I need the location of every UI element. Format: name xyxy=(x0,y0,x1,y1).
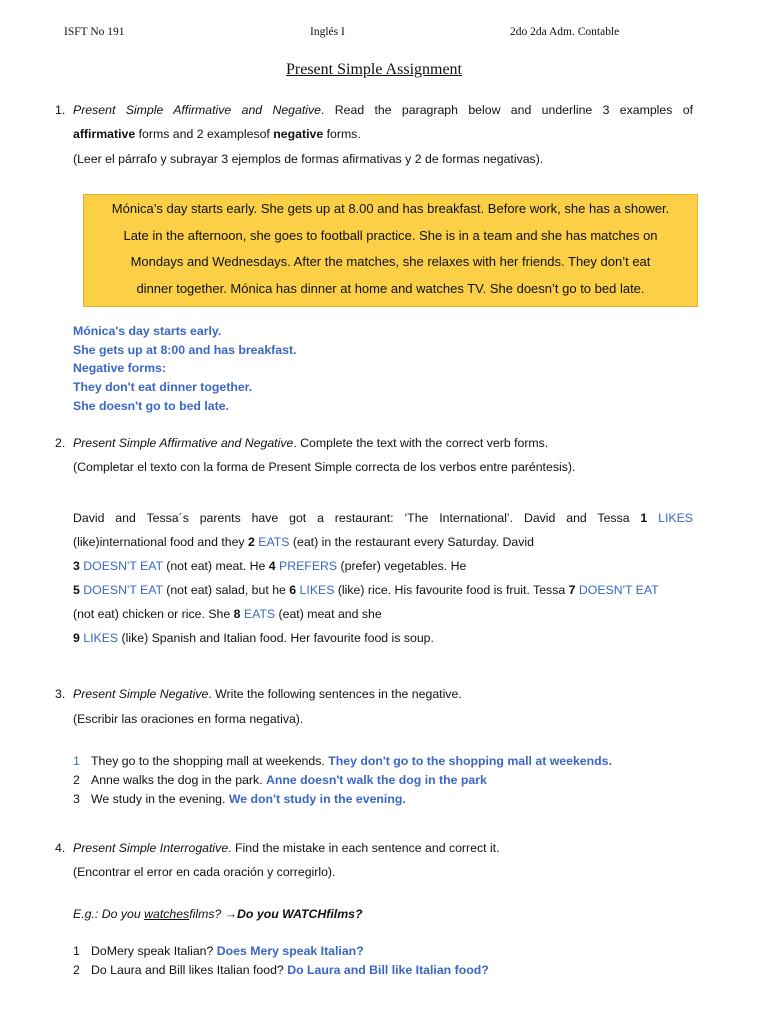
ex4-example xyxy=(73,907,363,921)
ex2-text-line xyxy=(73,631,434,645)
arrow-icon: → xyxy=(224,907,238,921)
ex4-instruction xyxy=(73,841,500,855)
blank-number: 9 xyxy=(73,631,80,645)
item-number: 1 xyxy=(73,754,80,768)
ex2-text: (like)international food and they xyxy=(73,535,248,549)
ex1-instr-a: . Read the paragraph below and underline 3 examples of xyxy=(321,103,693,117)
item-number: 3 xyxy=(73,792,80,806)
ex1-instruction-2 xyxy=(73,127,361,141)
ex2-text-line xyxy=(73,535,534,549)
ex1-title: Present Simple Affirmative and Negative xyxy=(73,103,321,117)
blank-answer: LIKES xyxy=(296,583,335,597)
blank-answer: DOESN'T EAT xyxy=(79,583,163,597)
example-text: E.g.: Do you xyxy=(73,907,145,921)
ex2-spanish: (Completar el texto con la forma de Present Simple correcta de los verbos entre paréntesis). xyxy=(73,460,576,474)
item-answer: Does Mery speak Italian? xyxy=(216,944,364,958)
ex1-instr-c: forms. xyxy=(323,127,361,141)
ex2-text: (prefer) vegetables. He xyxy=(337,559,467,573)
example-mistake: watches xyxy=(144,907,190,921)
header-school: ISFT No 191 xyxy=(64,26,125,38)
ex1-negative: negative xyxy=(273,127,324,141)
ex2-text-line xyxy=(73,607,382,621)
ex2-text: (like) Spanish and Italian food. Her favourite food is soup. xyxy=(118,631,434,645)
ex2-text: (not eat) meat. He xyxy=(162,559,269,573)
page-title: Present Simple Assignment xyxy=(286,61,462,78)
item-number: 2 xyxy=(73,963,80,977)
item-question: Anne walks the dog in the park. xyxy=(91,773,266,787)
item-question: They go to the shopping mall at weekends. xyxy=(91,754,329,768)
example-text: films? xyxy=(189,907,225,921)
ex2-title: Present Simple Affirmative and Negative xyxy=(73,436,294,450)
item-question: DoMery speak Italian? xyxy=(91,944,217,958)
ex1-affirmative: affirmative xyxy=(73,127,136,141)
ex1-answer: They don't eat dinner together. xyxy=(73,380,253,394)
header-course: 2do 2da Adm. Contable xyxy=(510,26,620,38)
ex1-number: 1. xyxy=(55,103,66,117)
item-question: We study in the evening. xyxy=(91,792,229,806)
item-answer: Do Laura and Bill like Italian food? xyxy=(287,963,489,977)
blank-number: 2 xyxy=(248,535,255,549)
ex4-number: 4. xyxy=(55,841,66,855)
ex2-text: (eat) meat and she xyxy=(275,607,382,621)
ex4-title: Present Simple Interrogative xyxy=(73,841,229,855)
passage-line: dinner together. Mónica has dinner at home and watches TV. She doesn’t go to bed late. xyxy=(136,280,645,296)
ex3-item xyxy=(73,773,487,787)
blank-number: 5 xyxy=(73,583,80,597)
ex3-spanish: (Escribir las oraciones en forma negativa). xyxy=(73,712,304,726)
header-subject: Inglés I xyxy=(310,26,345,38)
ex3-item xyxy=(73,792,406,806)
blank-answer: DOESN'T EAT xyxy=(575,583,659,597)
passage-line: Mondays and Wednesdays. After the matches, she relaxes with her friends. They don’t eat xyxy=(130,254,651,269)
blank-number: 3 xyxy=(73,559,80,573)
ex4-item xyxy=(73,963,489,977)
ex3-instruction xyxy=(73,687,462,701)
blank-answer: LIKES xyxy=(647,511,693,525)
item-number: 1 xyxy=(73,944,80,958)
ex1-answer: She gets up at 8:00 and has breakfast. xyxy=(73,343,297,357)
ex2-text: (eat) in the restaurant every Saturday. David xyxy=(289,535,534,549)
ex4-item xyxy=(73,944,364,958)
ex2-text: David and Tessa´s parents have got a restaurant: ‘The International’. David and Tessa xyxy=(73,511,641,525)
blank-answer: LIKES xyxy=(79,631,119,645)
blank-answer: PREFERS xyxy=(275,559,338,573)
item-answer: Anne doesn't walk the dog in the park xyxy=(266,773,487,787)
passage-line: Mónica’s day starts early. She gets up at 8.00 and has breakfast. Before work, she has a shower. xyxy=(111,201,670,216)
ex1-answer: She doesn't go to bed late. xyxy=(73,399,229,413)
ex2-instruction xyxy=(73,436,548,450)
ex2-text-line xyxy=(73,511,693,525)
blank-number: 1 xyxy=(640,511,648,525)
ex3-title: Present Simple Negative xyxy=(73,687,209,701)
blank-answer: EATS xyxy=(240,607,276,621)
ex2-instr: . Complete the text with the correct verb forms. xyxy=(293,436,549,450)
blank-answer: EATS xyxy=(254,535,290,549)
item-answer: We don't study in the evening. xyxy=(228,792,406,806)
ex2-text-line xyxy=(73,559,466,573)
ex2-text-line xyxy=(73,583,659,597)
ex1-instruction xyxy=(73,103,693,117)
ex3-number: 3. xyxy=(55,687,66,701)
blank-number: 4 xyxy=(268,559,276,573)
blank-number: 6 xyxy=(289,583,297,597)
reading-passage-box xyxy=(83,194,698,307)
ex2-number: 2. xyxy=(55,436,66,450)
example-correction: Do you WATCHfilms? xyxy=(237,907,363,921)
item-question: Do Laura and Bill likes Italian food? xyxy=(91,963,288,977)
blank-number: 8 xyxy=(233,607,241,621)
ex3-instr: . Write the following sentences in the negative. xyxy=(208,687,462,701)
blank-answer: DOESN'T EAT xyxy=(79,559,163,573)
ex1-instr-b: forms and 2 examplesof xyxy=(135,127,274,141)
item-number: 2 xyxy=(73,773,80,787)
ex1-spanish: (Leer el párrafo y subrayar 3 ejemplos de formas afirmativas y 2 de formas negativas). xyxy=(73,152,544,166)
ex2-text: (not eat) chicken or rice. She xyxy=(73,607,234,621)
ex1-answer: Mónica's day starts early. xyxy=(73,324,222,338)
ex4-instr: . Find the mistake in each sentence and correct it. xyxy=(228,841,500,855)
ex2-text: (not eat) salad, but he xyxy=(162,583,290,597)
ex3-item xyxy=(73,754,612,768)
blank-number: 7 xyxy=(568,583,576,597)
ex2-text: (like) rice. His favourite food is fruit. Tessa xyxy=(334,583,569,597)
ex4-spanish: (Encontrar el error en cada oración y corregirlo). xyxy=(73,865,336,879)
passage-line: Late in the afternoon, she goes to football practice. She is in a team and she has matches on xyxy=(123,227,658,243)
item-answer: They don't go to the shopping mall at weekends. xyxy=(328,754,612,768)
ex1-answer: Negative forms: xyxy=(73,361,166,375)
